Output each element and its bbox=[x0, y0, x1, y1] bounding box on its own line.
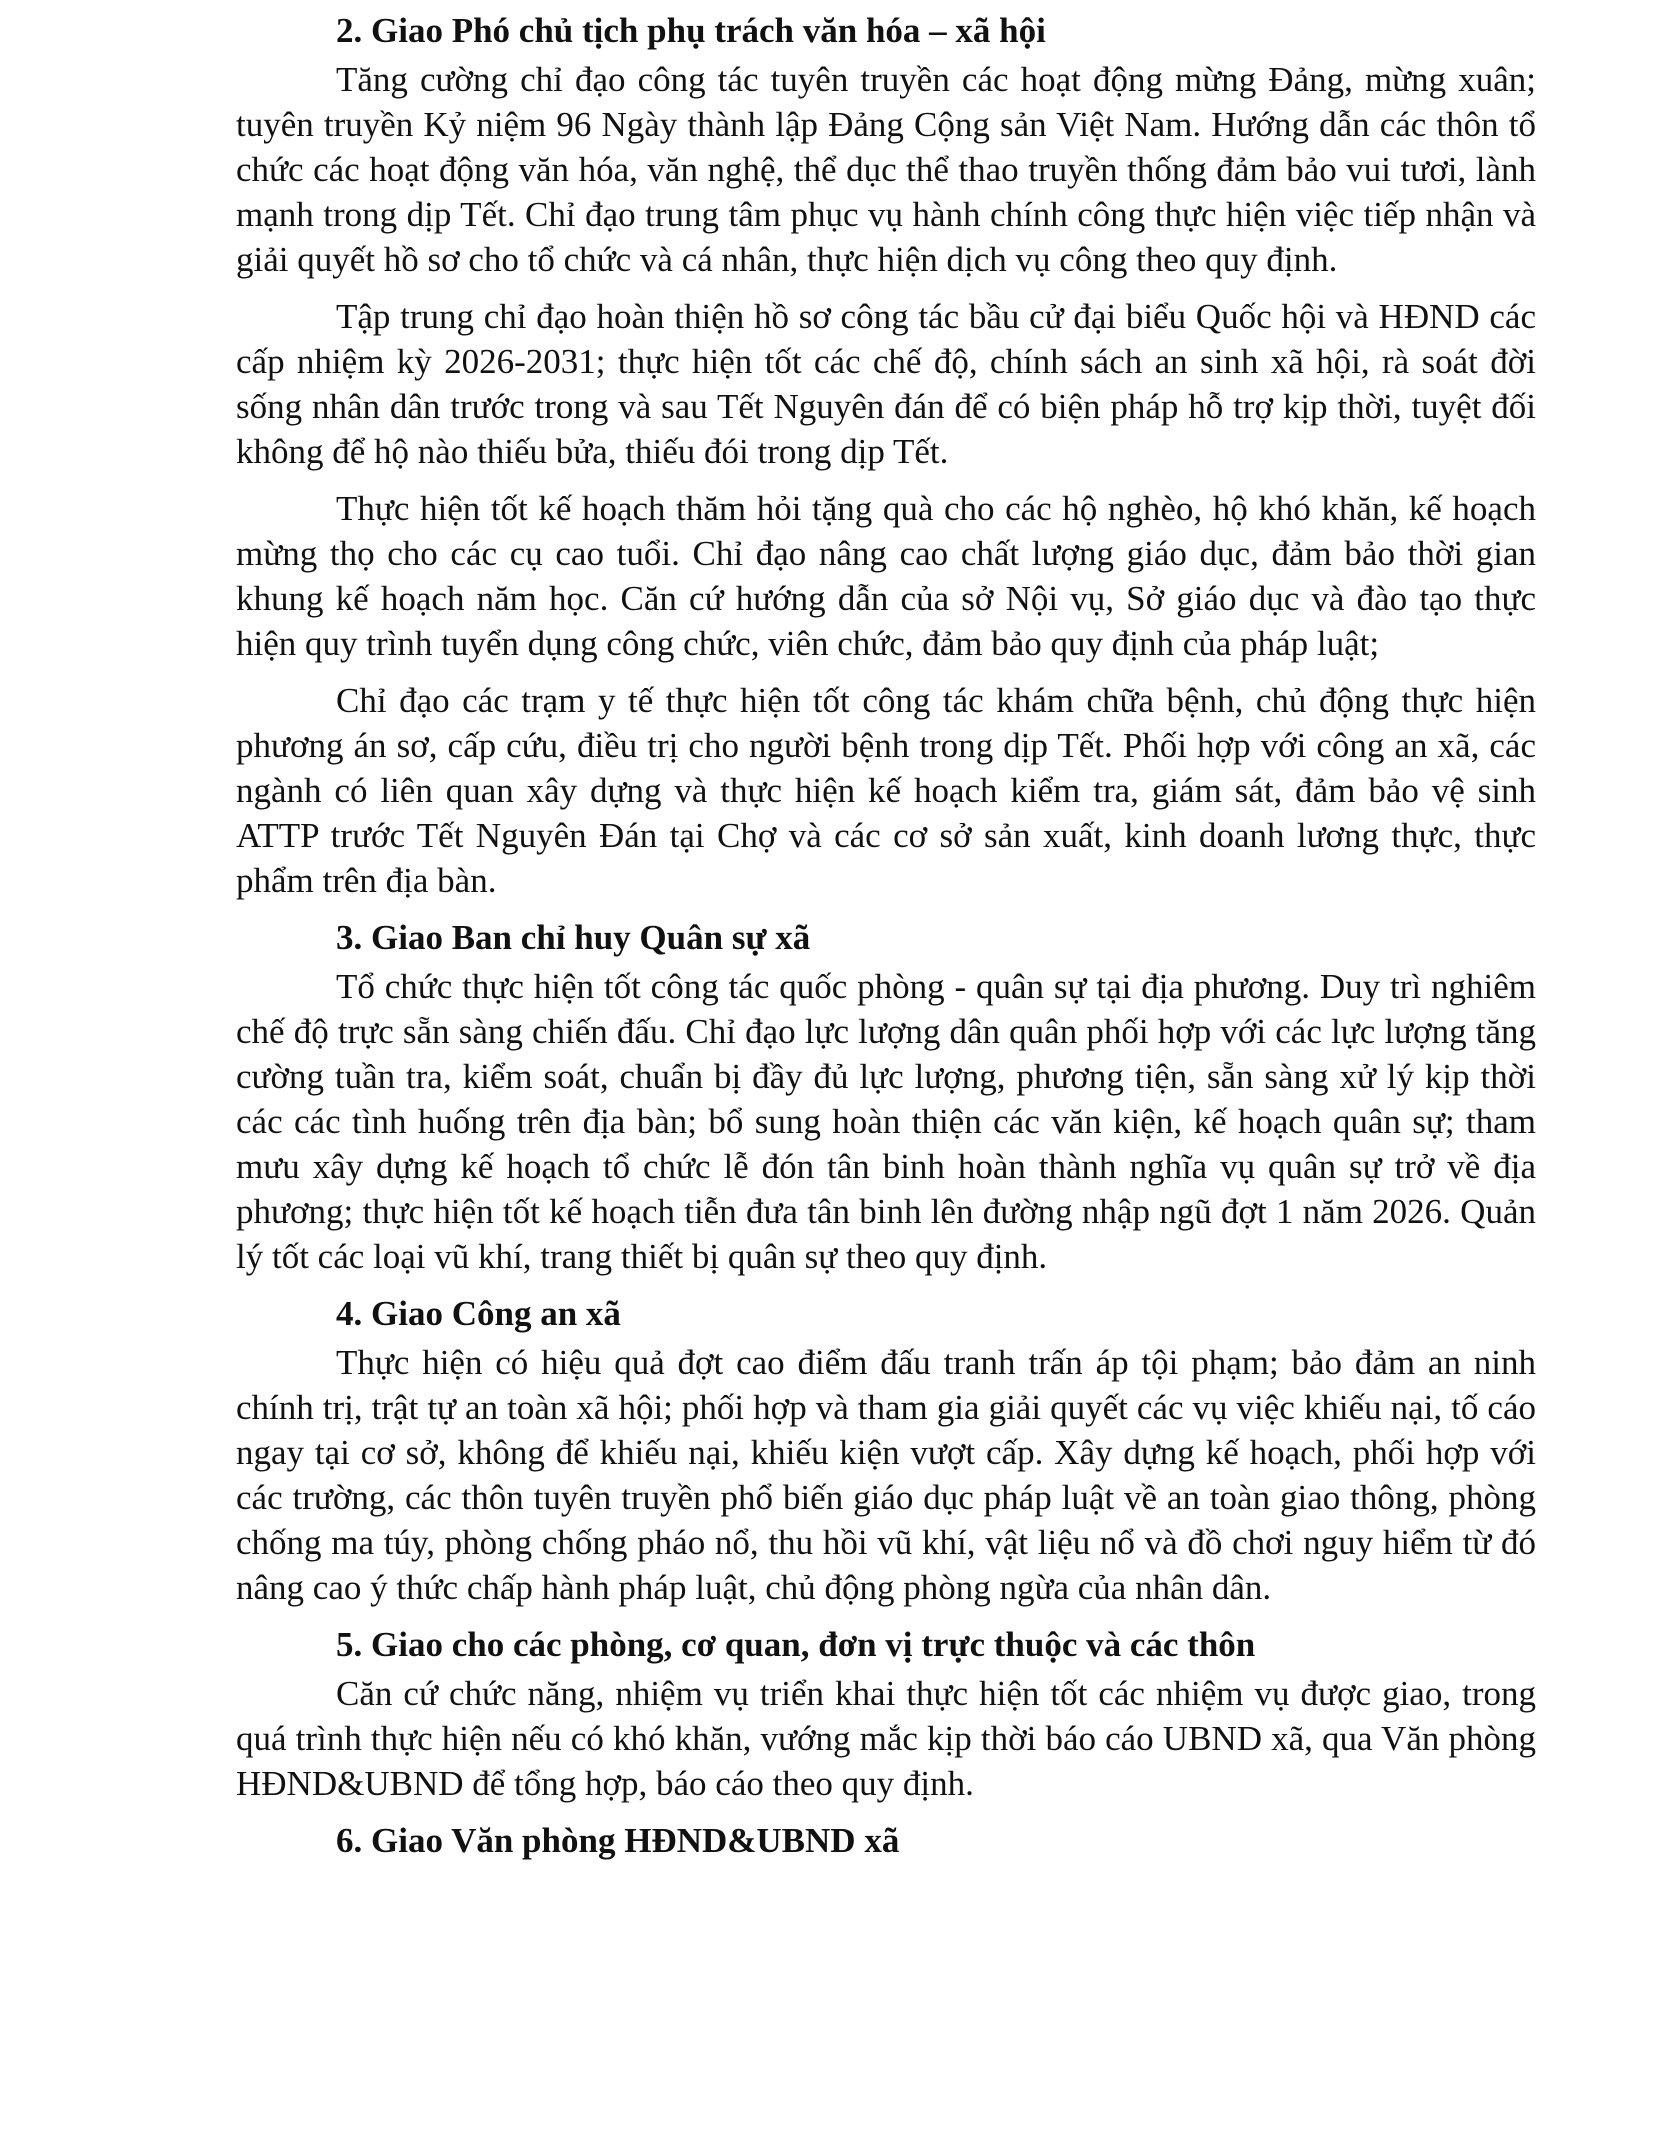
document-page bbox=[236, 0, 1536, 1867]
section-4 bbox=[236, 1291, 1536, 1610]
paragraph: Thực hiện tốt kế hoạch thăm hỏi tặng quà cho các hộ nghèo, hộ khó khăn, kế hoạch mừng thọ cho các cụ cao tuổi. Chỉ đạo nâng cao chất lượng giáo dục, đảm bảo thời gian khung kế hoạch năm học. Căn cứ hướng dẫn của sở Nội vụ, Sở giáo dục và đào tạo thực hiện quy trình tuyển dụng công chức, viên chức, đảm bảo quy định của pháp luật; bbox=[236, 489, 1536, 663]
paragraph: Căn cứ chức năng, nhiệm vụ triển khai thực hiện tốt các nhiệm vụ được giao, trong quá trình thực hiện nếu có khó khăn, vướng mắc kịp thời báo cáo UBND xã, qua Văn phòng HĐND&UBND để tổng hợp, báo cáo theo quy định. bbox=[236, 1674, 1536, 1803]
section-heading: 2. Giao Phó chủ tịch phụ trách văn hóa – xã hội bbox=[336, 11, 1046, 50]
paragraph: Chỉ đạo các trạm y tế thực hiện tốt công tác khám chữa bệnh, chủ động thực hiện phương án sơ, cấp cứu, điều trị cho người bệnh trong dịp Tết. Phối hợp với công an xã, các ngành có liên quan xây dựng và thực hiện kế hoạch kiểm tra, giám sát, đảm bảo vệ sinh ATTP trước Tết Nguyên Đán tại Chợ và các cơ sở sản xuất, kinh doanh lương thực, thực phẩm trên địa bàn. bbox=[236, 681, 1536, 900]
section-heading: 3. Giao Ban chỉ huy Quân sự xã bbox=[336, 918, 811, 957]
section-6 bbox=[236, 1818, 1536, 1863]
paragraph: Tăng cường chỉ đạo công tác tuyên truyền các hoạt động mừng Đảng, mừng xuân; tuyên truyền Kỷ niệm 96 Ngày thành lập Đảng Cộng sản Việt Nam. Hướng dẫn các thôn tổ chức các hoạt động văn hóa, văn nghệ, thể dục thể thao truyền thống đảm bảo vui tươi, lành mạnh trong dịp Tết. Chỉ đạo trung tâm phục vụ hành chính công thực hiện việc tiếp nhận và giải quyết hồ sơ cho tổ chức và cá nhân, thực hiện dịch vụ công theo quy định. bbox=[236, 60, 1536, 279]
section-2 bbox=[236, 8, 1536, 903]
section-5 bbox=[236, 1622, 1536, 1806]
paragraph: Tập trung chỉ đạo hoàn thiện hồ sơ công tác bầu cử đại biểu Quốc hội và HĐND các cấp nhiệm kỳ 2026-2031; thực hiện tốt các chế độ, chính sách an sinh xã hội, rà soát đời sống nhân dân trước trong và sau Tết Nguyên đán để có biện pháp hỗ trợ kịp thời, tuyệt đối không để hộ nào thiếu bửa, thiếu đói trong dịp Tết. bbox=[236, 297, 1536, 471]
section-heading: 5. Giao cho các phòng, cơ quan, đơn vị trực thuộc và các thôn bbox=[336, 1625, 1256, 1664]
section-3 bbox=[236, 915, 1536, 1279]
paragraph: Thực hiện có hiệu quả đợt cao điểm đấu tranh trấn áp tội phạm; bảo đảm an ninh chính trị, trật tự an toàn xã hội; phối hợp và tham gia giải quyết các vụ việc khiếu nại, tố cáo ngay tại cơ sở, không để khiếu nại, khiếu kiện vượt cấp. Xây dựng kế hoạch, phối hợp với các trường, các thôn tuyên truyền phổ biến giáo dục pháp luật về an toàn giao thông, phòng chống ma túy, phòng chống pháo nổ, thu hồi vũ khí, vật liệu nổ và đồ chơi nguy hiểm từ đó nâng cao ý thức chấp hành pháp luật, chủ động phòng ngừa của nhân dân. bbox=[236, 1343, 1536, 1607]
section-heading: 6. Giao Văn phòng HĐND&UBND xã bbox=[336, 1821, 900, 1860]
paragraph: Tổ chức thực hiện tốt công tác quốc phòng - quân sự tại địa phương. Duy trì nghiêm chế độ trực sẵn sàng chiến đấu. Chỉ đạo lực lượng dân quân phối hợp với các lực lượng tăng cường tuần tra, kiểm soát, chuẩn bị đầy đủ lực lượng, phương tiện, sẵn sàng xử lý kịp thời các các tình huống trên địa bàn; bổ sung hoàn thiện các văn kiện, kế hoạch quân sự; tham mưu xây dựng kế hoạch tổ chức lễ đón tân binh hoàn thành nghĩa vụ quân sự trở về địa phương; thực hiện tốt kế hoạch tiễn đưa tân binh lên đường nhập ngũ đợt 1 năm 2026. Quản lý tốt các loại vũ khí, trang thiết bị quân sự theo quy định. bbox=[236, 967, 1536, 1276]
section-heading: 4. Giao Công an xã bbox=[336, 1294, 621, 1333]
